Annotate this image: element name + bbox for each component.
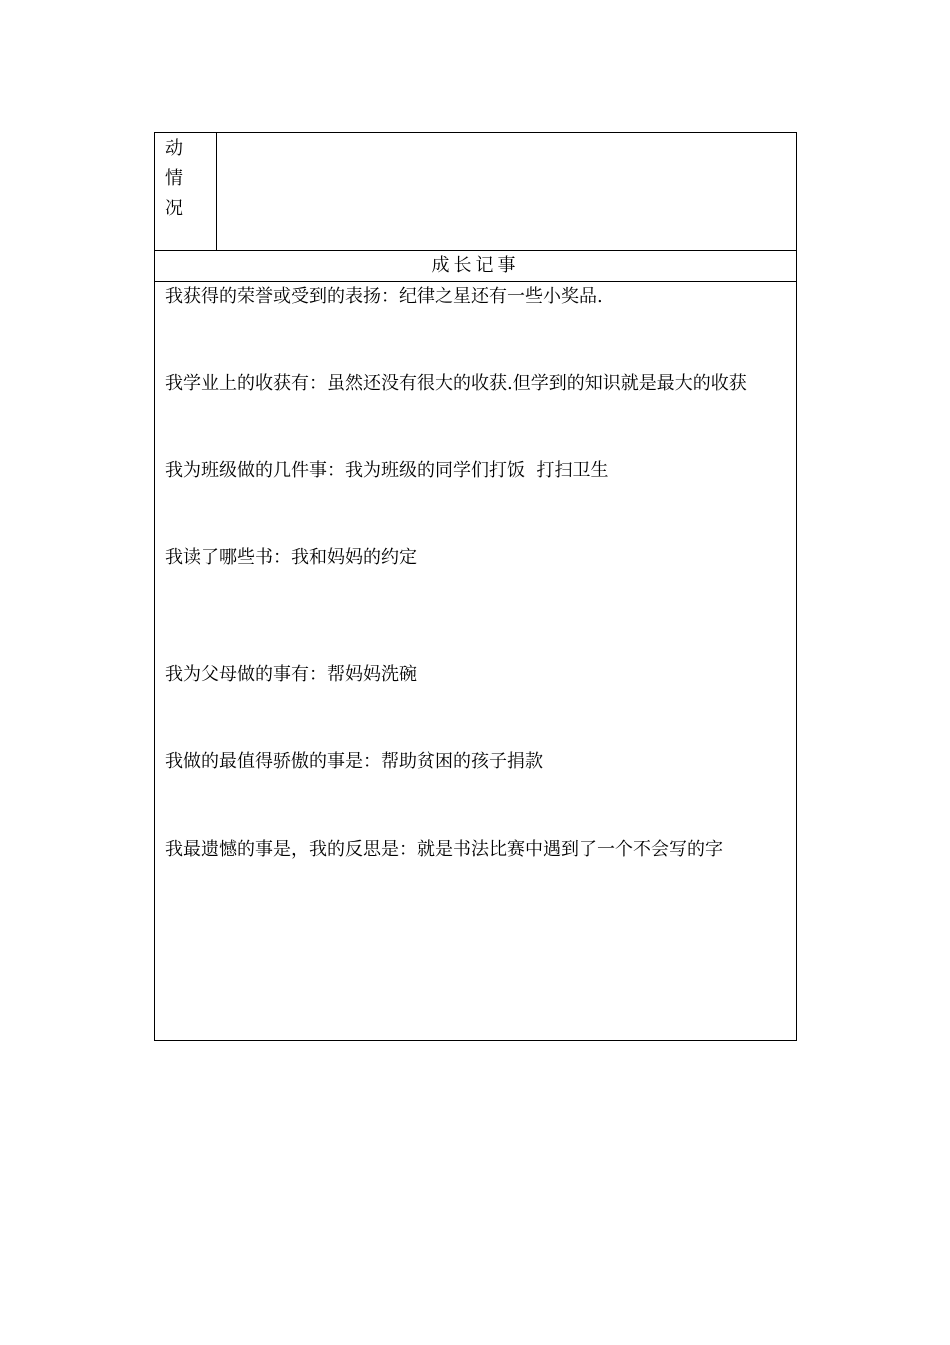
record-answer: 我和妈妈的约定	[291, 547, 417, 568]
activity-label-char: 动	[165, 138, 183, 159]
record-item	[165, 839, 723, 861]
record-item	[165, 751, 543, 773]
activity-content-cell	[217, 133, 796, 250]
record-answer: 虽然还没有很大的收获.但学到的知识就是最大的收获	[327, 373, 747, 394]
record-prompt: 我最遗憾的事是，我的反思是：	[165, 839, 417, 860]
activity-label-char: 情	[165, 168, 183, 189]
record-item	[165, 547, 417, 569]
record-answer: 纪律之星还有一些小奖品.	[399, 286, 603, 307]
record-answer: 帮助贫困的孩子捐款	[381, 751, 543, 772]
activity-row	[155, 133, 796, 251]
growth-record-body	[155, 282, 796, 1040]
record-item	[165, 664, 417, 686]
record-answer: 我为班级的同学们打饭 打扫卫生	[345, 460, 609, 481]
record-item	[165, 286, 603, 308]
record-prompt: 我为父母做的事有：	[165, 664, 327, 685]
record-prompt: 我为班级做的几件事：	[165, 460, 345, 481]
activity-label-cell	[155, 133, 217, 250]
section-header: 成长记事	[155, 251, 796, 282]
record-item	[165, 373, 747, 395]
growth-record-form	[154, 132, 797, 1041]
record-answer: 就是书法比赛中遇到了一个不会写的字	[417, 839, 723, 860]
record-prompt: 我做的最值得骄傲的事是：	[165, 751, 381, 772]
record-item	[165, 460, 608, 482]
record-prompt: 我读了哪些书：	[165, 547, 291, 568]
activity-label-char: 况	[165, 198, 183, 219]
record-answer: 帮妈妈洗碗	[327, 664, 417, 685]
record-prompt: 我学业上的收获有：	[165, 373, 327, 394]
record-prompt: 我获得的荣誉或受到的表扬：	[165, 286, 399, 307]
